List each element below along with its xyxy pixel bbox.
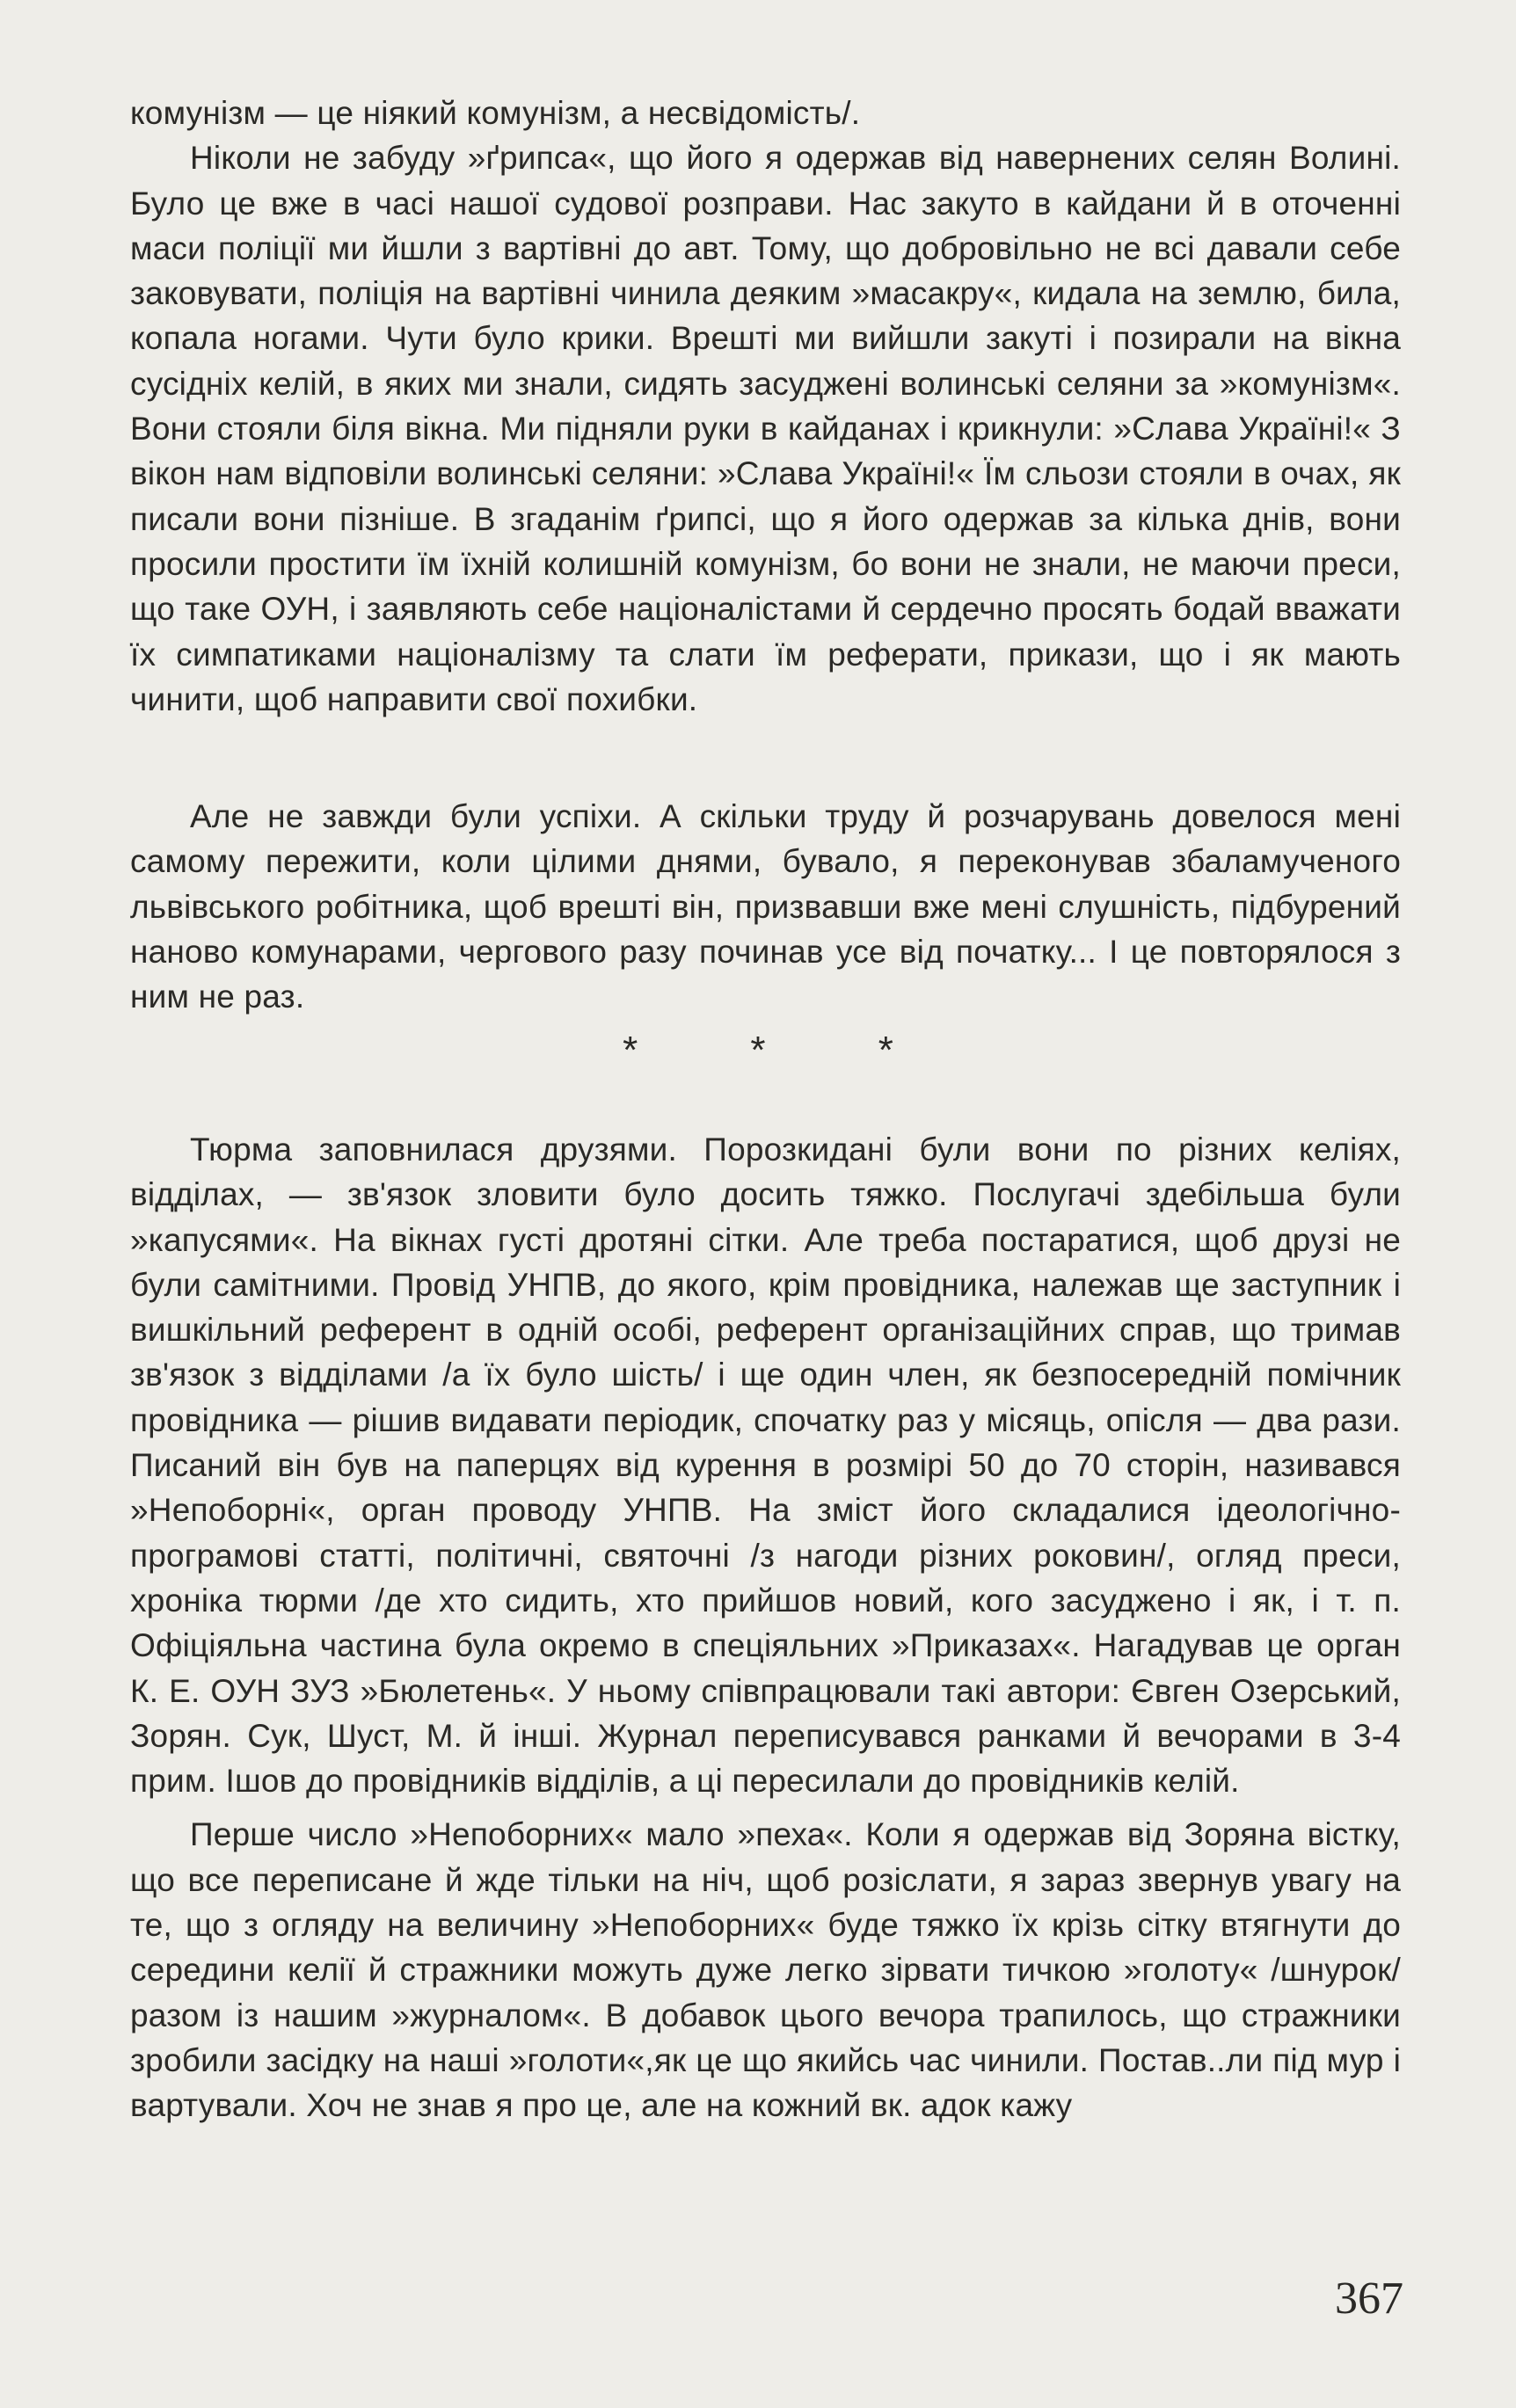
text-block-middle — [130, 794, 1401, 1019]
paragraph-grypsa: Ніколи не забуду »ґрипса«, що його я одержав від навернених селян Волині. Було це вже в часі нашої судової розправи. Нас закуто в кайдани й в оточенні маси поліції ми йшли з вартівні до авт. Тому, що добровільно не всі давали себе заковувати, поліція на вартівні чинила деяким »масакру«, кидала на землю, била, копала ногами. Чути було крики. Врешті ми вийшли закуті і позирали на вікна сусідніх келій, в яких ми знали, сидять засуджені волинські селяни за »комунізм«. Вони стояли біля вікна. Ми підняли руки в кайданах і крикнули: »Слава Україні!« З вікон нам відповіли волинські селяни: »Слава Україні!« Їм сльози стояли в очах, як писали вони пізніше. В згаданім ґрипсі, що я його одержав за кілька днів, вони просили простити їм їхній колишній комунізм, бо вони не знали, не маючи преси, що таке ОУН, і заявляють себе націоналістами й сердечно просять бодай вважати їх симпатиками націоналізму та слати їм реферати, прикази, що і як мають чинити, щоб направити свої похибки. — [130, 140, 1401, 717]
paragraph-not-always-success: Але не завжди були успіхи. А скільки труду й розчарувань довелося мені самому пережити, коли цілими днями, бувало, я переконував збаламученого львівського робітника, щоб врешті він, призвавши вже мені слушність, підбурений наново комунарами, чергового разу починав усе від початку... І це повторялося з ним не раз. — [130, 798, 1401, 1015]
text-block-top — [130, 91, 1401, 722]
section-separator: * * * — [623, 1029, 944, 1072]
paragraph-continuation: комунізм — це ніякий комунізм, а несвідомість/. — [130, 95, 861, 131]
text-block-bottom — [130, 1127, 1401, 2128]
page-number: 367 — [1335, 2273, 1403, 2324]
paragraph-first-issue: Перше число »Непоборних« мало »пеха«. Коли я одержав від Зоряна вістку, що все переписане й жде тільки на ніч, щоб розіслати, я зараз звернув увагу на те, що з огляду на величину »Непоборних« буде тяжко їх крізь сітку втягнути до середини келії й стражники можуть дуже легко зірвати тичкою »голоту« /шнурок/ разом із нашим »журналом«. В добавок цього вечора трапилось, що стражники зробили засідку на наші »голоти«,як це що якийсь час чинили. Постав..ли під мур і вартували. Хоч не знав я про це, але на кожний вк. адок кажу — [130, 1816, 1401, 2124]
paragraph-prison-friends: Тюрма заповнилася друзями. Порозкидані були вони по різних келіях, відділах, — зв'язок зловити було досить тяжко. Послугачі здебільша були »капусями«. На вікнах густі дротяні сітки. Але треба постаратися, щоб друзі не були самітними. Провід УНПВ, до якого, крім провідника, належав ще заступник і вишкільний референт в одній особі, референт організаційних справ, що тримав зв'язок з відділами /а їх було шість/ і ще один член, як безпосередній помічник провідника — рішив видавати періодик, спочатку раз у місяць, опісля — два рази. Писаний він був на паперцях від курення в розмірі 50 до 70 сторін, називався »Непоборні«, орган проводу УНПВ. На зміст його складалися ідеологічно-програмові статті, політичні, святочні /з нагоди різних роковин/, огляд преси, хроніка тюрми /де хто сидить, хто прийшов новий, кого засуджено і як, і т. п. Офіціяльна частина була окремо в спеціяльних »Приказах«. Нагадував це орган К. Е. ОУН ЗУЗ »Бюлетень«. У ньому співпрацювали такі автори: Євген Озерський, Зорян. Сук, Шуст, М. й інші. Журнал переписувався ранками й вечорами в 3-4 прим. Ішов до провідників відділів, а ці пересилали до провідників келій. — [130, 1131, 1401, 1800]
